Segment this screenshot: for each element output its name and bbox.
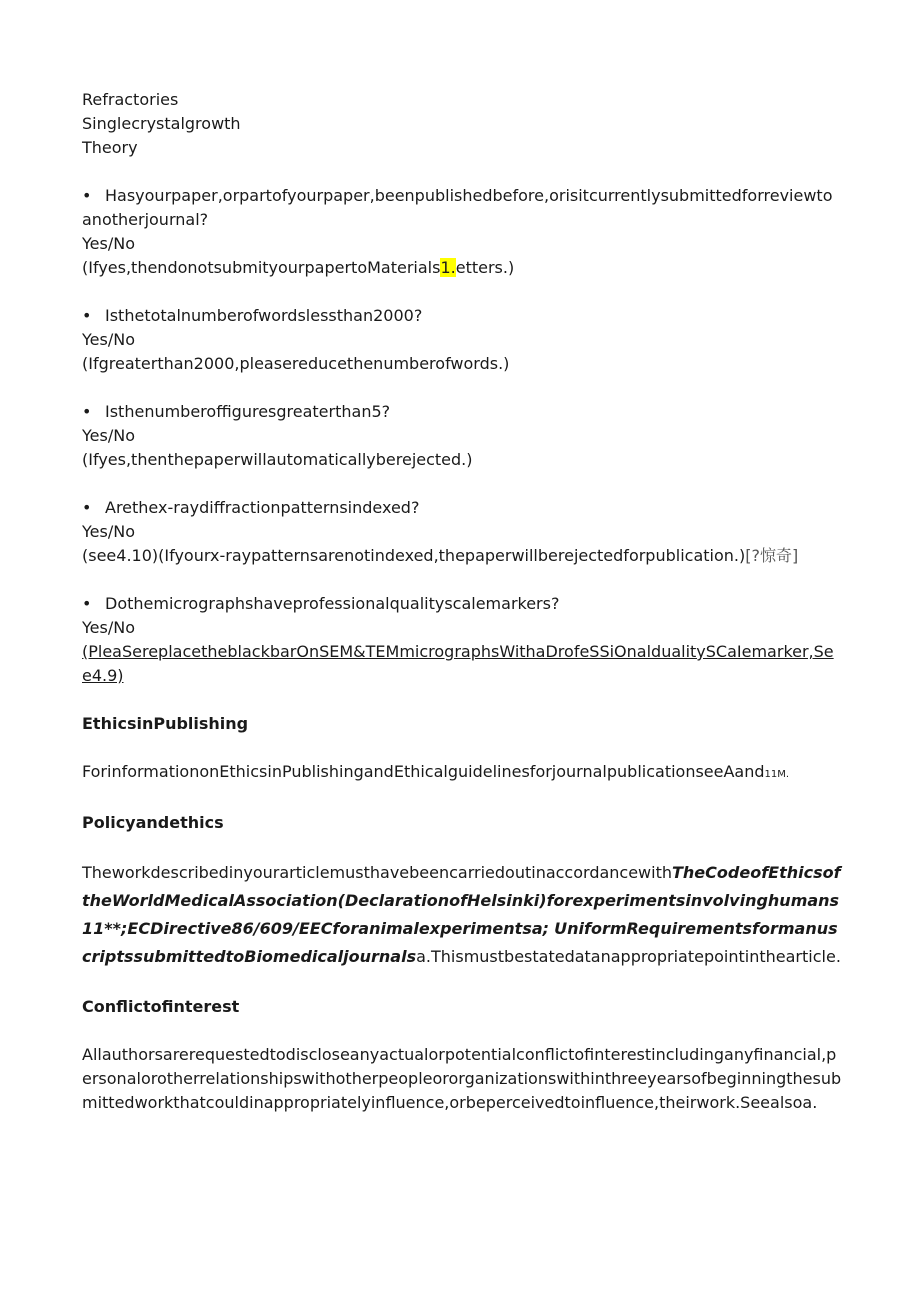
checklist-item — [82, 400, 842, 472]
comment-marker: [?惊奇] — [745, 546, 799, 565]
ethics-heading: EthicsinPublishing — [82, 714, 249, 733]
bullet-icon: • — [82, 594, 92, 613]
question-text: Arethex-raydiffractionpatternsindexed? — [105, 498, 420, 517]
policy-bold-requirements: UniformRequirementsformanuscriptssubmittedtoBiomedicaljournals — [82, 919, 838, 966]
field-single-crystal-growth: Singlecrystalgrowth — [82, 114, 241, 133]
bullet-icon: • — [82, 186, 92, 205]
bullet-icon: • — [82, 498, 92, 517]
answer-yes-no: Yes/No — [82, 426, 135, 445]
conflict-paragraph: Allauthorsarerequestedtodiscloseanyactualorpotentialconflictofinterestincludinganyfinancial,personalorotherrelationshipswithotherpeopleororganizationswithinthreeyearsofbeginningthesubmittedworkthatcouldinappropriatelyinfluence,orbeperceivedtoinfluence,theirwork.Seealsoa. — [82, 1045, 842, 1112]
policy-paragraph: TheworkdescribedinyourarticlemusthavebeencarriedoutinaccordancewithTheCodeofEthicsoftheWorldMedicalAssociation(DeclarationofHelsinki)forexperimentsinvolvinghumans11**;ECDirective86/609/EECforanimalexperimentsa; UniformRequirementsformanuscriptssubmittedtoBiomedicaljournalsa.Thismustbestatedatanappropriatepointinthearticle. — [82, 863, 841, 966]
checklist-item — [82, 496, 842, 568]
highlighted-text: 1. — [440, 258, 456, 277]
question-note: (Ifyes,thenthepaperwillautomaticallyberejected.) — [82, 450, 473, 469]
question-text: Dothemicrographshaveprofessionalqualityscalemarkers? — [105, 594, 560, 613]
answer-yes-no: Yes/No — [82, 522, 135, 541]
ethics-paragraph: ForinformationonEthicsinPublishingandEthicalguidelinesforjournalpublicationseeAand11M. — [82, 762, 790, 781]
question-note: (Ifgreaterthan2000,pleasereducethenumberofwords.) — [82, 354, 510, 373]
policy-bold-citation: TheCodeofEthicsoftheWorldMedicalAssociation(DeclarationofHelsinki)forexperimentsinvolvinghumans11**;ECDirective86/609/EECforanimalexperimentsa; — [82, 863, 841, 938]
question-note: (Ifyes,thendonotsubmityourpapertoMaterials1.etters.) — [82, 258, 515, 277]
conflict-heading: Conflictofinterest — [82, 997, 240, 1016]
bullet-icon: • — [82, 402, 92, 421]
checklist-item — [82, 304, 842, 376]
checklist-item — [82, 184, 842, 280]
document-page — [82, 88, 842, 1115]
question-text: Hasyourpaper,orpartofyourpaper,beenpublishedbefore,orisitcurrentlysubmittedforreviewtoanotherjournal? — [82, 186, 833, 229]
policy-heading: Policyandethics — [82, 813, 224, 832]
answer-yes-no: Yes/No — [82, 234, 135, 253]
question-text: Isthenumberoffiguresgreaterthan5? — [105, 402, 391, 421]
field-theory: Theory — [82, 138, 138, 157]
question-note: (see4.10)(Ifyourx-raypatternsarenotindexed,thepaperwillberejectedforpublication.)[?惊奇] — [82, 546, 799, 565]
answer-yes-no: Yes/No — [82, 330, 135, 349]
answer-yes-no: Yes/No — [82, 618, 135, 637]
bullet-icon: • — [82, 306, 92, 325]
field-refractories: Refractories — [82, 90, 179, 109]
underlined-note-link[interactable]: (PleaSereplacetheblackbarOnSEM&TEMmicrographsWithaDrofeSSiOnaldualitySCaIemarker,See4.9) — [82, 642, 834, 685]
question-text: Isthetotalnumberofwordslessthan2000? — [105, 306, 423, 325]
checklist-item — [82, 592, 842, 688]
